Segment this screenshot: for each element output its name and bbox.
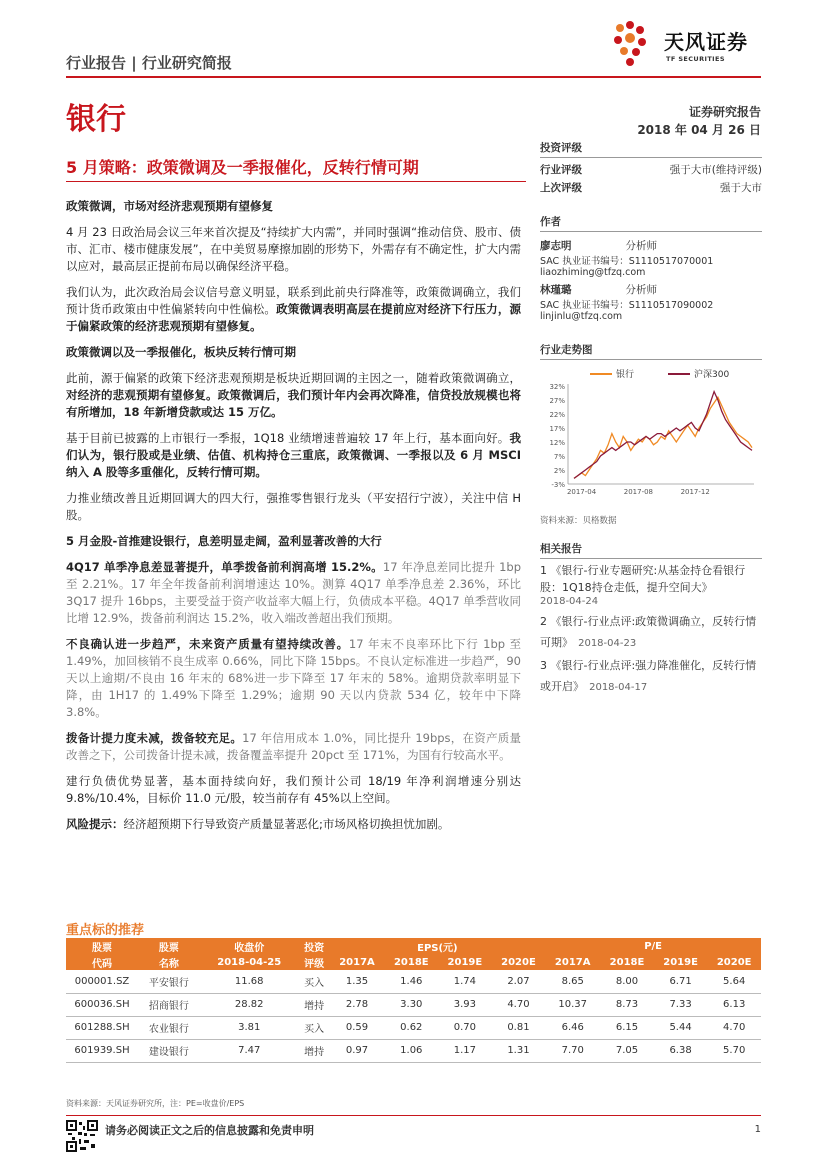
section-title: 5 月金股-首推建设银行，息差明显走阔，盈利显著改善的大行: [66, 534, 382, 548]
related-item-text[interactable]: 2 《银行-行业点评:政策微调确立，反转行情可期》: [540, 615, 757, 649]
table-cell: 4.70: [492, 993, 546, 1016]
header-divider: [66, 76, 761, 78]
table-row: [66, 1016, 761, 1039]
table-cell: 7.47: [200, 1039, 299, 1062]
trend-block: [540, 342, 762, 360]
table-cell: 增持: [299, 993, 330, 1016]
table-cell: 600036.SH: [66, 993, 138, 1016]
table-cell: 7.05: [600, 1039, 654, 1062]
table-cell: 4.70: [707, 1016, 761, 1039]
table-cell: 8.73: [600, 993, 654, 1016]
stock-table: [66, 938, 761, 1063]
paragraph-text: 我们认为，此次政治局会议信号意义明显，联系到此前央行降准等，政策微调确立，我们预计货币政策由中性偏紧转向中性偏松。: [66, 285, 521, 316]
table-cell: 000001.SZ: [66, 970, 138, 993]
y-tick-label: 7%: [553, 453, 565, 461]
table-cell: 0.97: [330, 1039, 385, 1062]
related-block: [540, 541, 762, 695]
table-row: [66, 1039, 761, 1062]
table-cell: 6.13: [707, 993, 761, 1016]
paragraph-text: 17 年末不良率环比下行 1bp 至 1.49%，加回核销不良生成率 0.66%，同比下降 15bps。不良认定标准进一步趋严，90 天以上逾期/不良由 16 年末的 68%进一步下降至 17 年末的 58%。逾期贷款率明显下降，由 1H17 的 1.49%下降至 1.29%；逾期 90 天以内贷款 534 亿，较年中下降 3.8%。: [66, 637, 522, 719]
table-header-cell: 2017A: [545, 954, 600, 970]
table-cell: 5.64: [707, 970, 761, 993]
headline: 5 月策略：政策微调及一季报催化，反转行情可期: [66, 158, 419, 177]
rating-value: 强于大市(维持评级): [669, 164, 762, 176]
section-title: 政策微调以及一季报催化，板块反转行情可期: [66, 345, 296, 359]
table-cell: 7.70: [545, 1039, 600, 1062]
table-cell: 601288.SH: [66, 1016, 138, 1039]
table-row: [66, 993, 761, 1016]
rating-block: [540, 140, 762, 195]
author-role: 分析师: [625, 284, 657, 296]
related-item-date: 2018-04-24: [540, 596, 599, 607]
risk-text: 经济超预期下行导致资产质量显著恶化;市场风格切换担忧加剧。: [123, 817, 450, 831]
headline-divider: [66, 181, 526, 182]
table-cell: 1.74: [438, 970, 492, 993]
table-cell: 7.33: [654, 993, 708, 1016]
author-role: 分析师: [625, 240, 657, 252]
page-number: 1: [754, 1124, 761, 1135]
paragraph: 4 月 23 日政治局会议三年来首次提及“持续扩大内需”，并同时强调“推动信贷、股市、债市、汇市、楼市健康发展”，在中美贸易摩擦加剧的形势下，外需存有不确定性，扩大内需以应对，最高层正提前布局以确保经济平稳。: [66, 225, 521, 273]
rating-row: [540, 162, 762, 177]
paragraph: 力推业绩改善且近期回调大的四大行，强推零售银行龙头（平安招行宁波），关注中信 H 股。: [66, 491, 521, 522]
paragraph-text: 基于目前已披露的上市银行一季报，1Q18 业绩增速普遍较 17 年上行，基本面向好。: [66, 431, 510, 445]
table-cell: 10.37: [545, 993, 600, 1016]
main-body: [66, 198, 521, 833]
author-name: 廖志明: [540, 240, 572, 252]
x-tick-label: 2017-08: [623, 488, 654, 496]
paragraph-emphasis: 不良确认进一步趋严，未来资产质量有望持续改善。: [66, 637, 349, 651]
table-cell: 1.06: [385, 1039, 439, 1062]
table-cell: 8.65: [545, 970, 600, 993]
table-cell: 6.38: [654, 1039, 708, 1062]
paragraph: [66, 284, 521, 335]
related-title: 相关报告: [540, 541, 762, 559]
paragraph: [66, 636, 521, 721]
paragraph-text: 17 年信用成本 1.0%，同比提升 19bps，在资产质量改善之下，公司拨备计提未减，拨备覆盖率提升 20pct 至 171%，为国有行较高水平。: [66, 731, 521, 762]
table-header-cell: 评级: [299, 954, 330, 970]
footer-divider: [66, 1115, 761, 1116]
related-item-date: 2018-04-17: [589, 681, 648, 693]
x-tick-label: 2017-04: [566, 488, 597, 496]
related-item-date: 2018-04-23: [578, 637, 637, 649]
table-cell: 6.46: [545, 1016, 600, 1039]
risk-paragraph: [66, 816, 521, 833]
related-item[interactable]: [540, 654, 762, 695]
paragraph: [66, 559, 521, 627]
table-cell: 11.68: [200, 970, 299, 993]
table-header-cell: 2018-04-25: [200, 954, 299, 970]
table-header-row: [66, 954, 761, 970]
table-cell: 1.17: [438, 1039, 492, 1062]
rating-title: 投资评级: [540, 140, 762, 158]
y-tick-label: 12%: [549, 439, 565, 447]
table-header-cell: 股票: [138, 938, 200, 954]
paragraph-emphasis: 4Q17 单季净息差显著提升，单季拨备前利润高增 15.2%。: [66, 560, 383, 574]
footer-text: 请务必阅读正文之后的信息披露和免责申明: [105, 1124, 314, 1137]
table-cell: 3.30: [385, 993, 439, 1016]
table-note: 资料来源：天风证券研究所，注：PE=收盘价/EPS: [66, 1099, 245, 1108]
series-line: [574, 397, 752, 478]
paragraph-text: 此前，源于偏紧的政策下经济悲观预期是板块近期回调的主因之一，随着政策微调确立，: [66, 371, 521, 385]
paragraph-emphasis: 我们认为，银行股或是业绩、估值、机构持仓三重底，政策微调、一季报以及 6 月 MSCI 纳入 A 股等多重催化，反转行情可期。: [66, 431, 521, 479]
authors-block: [540, 214, 762, 322]
table-row: [66, 970, 761, 993]
logo-subtext: TF SECURITIES: [666, 55, 725, 63]
y-tick-label: -3%: [551, 481, 565, 489]
rating-value: 强于大市: [720, 182, 762, 194]
table-cell: 1.46: [385, 970, 439, 993]
legend-label: 沪深300: [694, 370, 730, 380]
table-header-cell: 名称: [138, 954, 200, 970]
table-header-cell: 2020E: [492, 954, 546, 970]
table-cell: 买入: [299, 970, 330, 993]
table-cell: 增持: [299, 1039, 330, 1062]
rating-label: 行业评级: [540, 164, 582, 176]
table-header-cell: 收盘价: [200, 938, 299, 954]
report-date: 2018 年 04 月 26 日: [637, 123, 761, 137]
report-type: 证券研究报告: [688, 105, 761, 119]
y-tick-label: 2%: [553, 467, 565, 475]
qr-code-icon: [66, 1120, 98, 1152]
table-cell: 3.93: [438, 993, 492, 1016]
table-cell: 农业银行: [138, 1016, 200, 1039]
y-tick-label: 32%: [549, 383, 565, 391]
author-email[interactable]: linjinlu@tfzq.com: [540, 311, 623, 322]
author-cert: SAC 执业证书编号：S1110517070001: [540, 256, 714, 267]
paragraph-emphasis: 拨备计提力度未减，拨备较充足。: [66, 731, 243, 745]
table-cell: 买入: [299, 1016, 330, 1039]
trend-title: 行业走势图: [540, 342, 762, 360]
trend-source: 资料来源：贝格数据: [540, 516, 617, 526]
related-item-text[interactable]: 1 《银行-行业专题研究:从基金持仓看银行股：1Q18持仓走低，提升空间大》: [540, 564, 746, 594]
author-name: 林瑾璐: [540, 284, 572, 296]
related-item[interactable]: [540, 563, 762, 607]
table-header-cell: 2018E: [600, 954, 654, 970]
logo-text: 天风证券: [664, 30, 748, 54]
y-tick-label: 22%: [549, 411, 565, 419]
paragraph: [66, 430, 521, 481]
table-cell: 2.78: [330, 993, 385, 1016]
paragraph: [66, 730, 521, 764]
rating-row: [540, 180, 762, 195]
table-cell: 1.35: [330, 970, 385, 993]
doc-type: 行业报告 | 行业研究简报: [66, 54, 232, 72]
paragraph-text: 17 年净息差同比提升 1bp 至 2.21%。17 年全年拨备前利润增速达 10%。测算 4Q17 单季净息差 2.36%，环比 3Q17 提升 16bps，主要受益于资产收益率大幅上行，负债成本平稳。4Q17 单季营收同比增 12.9%，拨备前利润达 15.2%，收入端改善超出我们预期。: [66, 560, 521, 625]
table-header-cell: 2017A: [330, 954, 385, 970]
table-header-cell: 代码: [66, 954, 138, 970]
paragraph-emphasis: 对经济的悲观预期有望修复。政策微调后，我们预计年内会再次降准，信贷投放规模也将有所增加，18 年新增贷款或达 15 万亿。: [66, 388, 521, 419]
paragraph: 建行负债优势显著，基本面持续向好，我们预计公司 18/19 年净利润增速分别达 9.8%/10.4%，目标价 11.0 元/股，较当前存有 45%以上空间。: [66, 774, 521, 805]
table-cell: 0.81: [492, 1016, 546, 1039]
table-cell: 招商银行: [138, 993, 200, 1016]
table-header-cell: 2020E: [707, 954, 761, 970]
table-header-cell: 2019E: [654, 954, 708, 970]
series-line: [574, 392, 752, 479]
risk-label: 风险提示：: [66, 817, 124, 831]
table-cell: 6.71: [654, 970, 708, 993]
table-cell: 3.81: [200, 1016, 299, 1039]
table-cell: 1.31: [492, 1039, 546, 1062]
author-email[interactable]: liaozhiming@tfzq.com: [540, 267, 646, 278]
sector-title: 银行: [66, 102, 126, 137]
y-tick-label: 17%: [549, 425, 565, 433]
author-header: [540, 282, 762, 297]
related-item-text[interactable]: 3 《银行-行业点评:强力降准催化，反转行情或开启》: [540, 659, 757, 693]
table-cell: 0.59: [330, 1016, 385, 1039]
table-header-cell: 投资: [299, 938, 330, 954]
table-cell: 0.70: [438, 1016, 492, 1039]
table-cell: 平安银行: [138, 970, 200, 993]
table-cell: 28.82: [200, 993, 299, 1016]
table-title: 重点标的推荐: [66, 923, 145, 938]
table-header-cell: EPS(元): [330, 938, 546, 954]
table-header-row: [66, 938, 761, 954]
table-cell: 6.15: [600, 1016, 654, 1039]
table-header-cell: P/E: [545, 938, 761, 954]
x-tick-label: 2017-12: [680, 488, 710, 496]
table-cell: 5.70: [707, 1039, 761, 1062]
trend-chart: [540, 362, 762, 512]
author-cert: SAC 执业证书编号：S1110517090002: [540, 300, 714, 311]
table-header-cell: 2018E: [385, 954, 439, 970]
rating-label: 上次评级: [540, 182, 582, 194]
table-cell: 601939.SH: [66, 1039, 138, 1062]
section-title: 政策微调，市场对经济悲观预期有望修复: [66, 199, 273, 213]
author-header: [540, 238, 762, 253]
table-header-cell: 股票: [66, 938, 138, 954]
table-header-cell: 2019E: [438, 954, 492, 970]
related-item[interactable]: [540, 610, 762, 651]
paragraph: [66, 370, 521, 421]
table-cell: 建设银行: [138, 1039, 200, 1062]
authors-title: 作者: [540, 214, 762, 232]
table-cell: 0.62: [385, 1016, 439, 1039]
table-cell: 5.44: [654, 1016, 708, 1039]
table-cell: 8.00: [600, 970, 654, 993]
legend-label: 银行: [616, 370, 635, 380]
paragraph-emphasis: 政策微调表明高层在提前应对经济下行压力，源于偏紧政策的经济悲观预期有望修复。: [66, 302, 521, 333]
table-cell: 2.07: [492, 970, 546, 993]
y-tick-label: 27%: [549, 397, 565, 405]
